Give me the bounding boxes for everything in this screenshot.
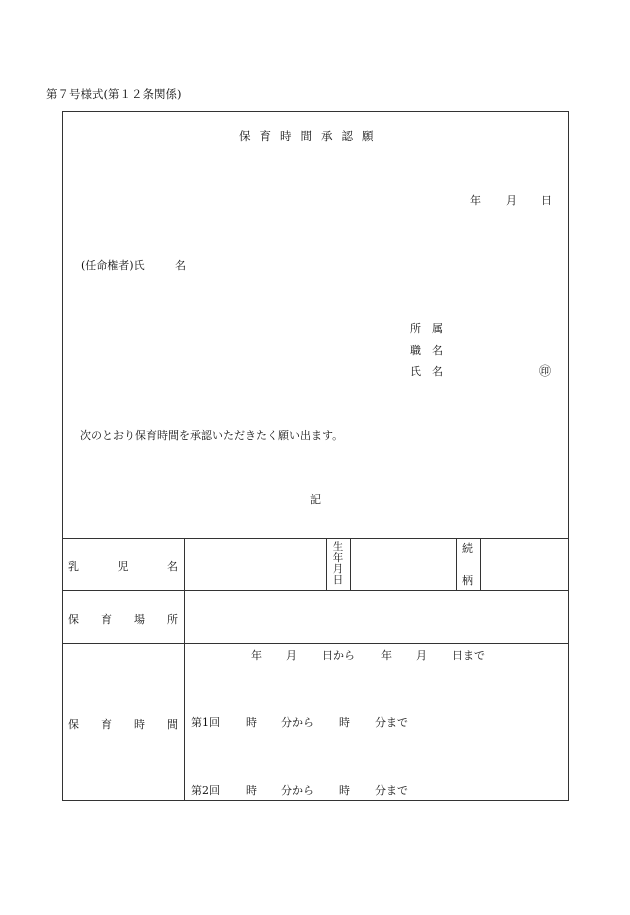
time-char-1: 保 [68,718,79,731]
period-day-from: 日から [322,649,355,662]
seal-mark: ㊞ [539,364,552,378]
place-char-4: 所 [167,613,178,626]
time-char-2: 育 [101,718,112,731]
session-2-minute-to: 分まで [375,784,408,797]
period-day-to: 日まで [452,649,485,662]
date-month: 月 [506,194,517,207]
place-label [68,611,178,627]
row2-bottom-line [62,643,569,644]
session-1-hour-to: 時 [339,716,350,729]
birth-label-right-line [350,538,351,590]
label-column-line [184,538,185,801]
time-char-3: 時 [134,718,145,731]
form-title: 保育時間承認願 [239,129,383,143]
session-2-minute-from: 分から [281,784,314,797]
session-2-label: 第2回 [191,784,220,797]
form-frame [62,111,569,801]
time-label [68,716,178,732]
addressee-prefix: (任命権者)氏 [81,259,145,272]
table-top-line [62,538,569,539]
birth-label-left-line [326,538,327,590]
time-char-4: 間 [167,718,178,731]
period-month-from: 月 [286,649,297,662]
birth-date-label: 生年月日 [332,541,344,586]
relation-label-right-line [480,538,481,590]
name-label: 氏 名 [410,365,443,378]
session-1-minute-to: 分まで [375,716,408,729]
row1-bottom-line [62,590,569,591]
infant-name-char-3: 名 [167,560,178,573]
period-year-to: 年 [381,649,392,662]
ki-mark: 記 [310,493,321,506]
session-1-label: 第1回 [191,716,220,729]
session-2-hour: 時 [246,784,257,797]
session-2-hour-to: 時 [339,784,350,797]
place-char-1: 保 [68,613,79,626]
date-day: 日 [541,194,552,207]
period-year-from: 年 [251,649,262,662]
date-year: 年 [470,194,481,207]
position-label: 職 名 [410,344,443,357]
addressee-suffix: 名 [175,259,186,272]
infant-name-char-1: 乳 [68,560,79,573]
relation-char-2: 柄 [462,574,473,587]
infant-name-char-2: 児 [117,560,129,573]
place-char-3: 場 [134,613,145,626]
session-1-hour: 時 [246,716,257,729]
affiliation-label: 所 属 [410,322,443,335]
relation-label-left-line [456,538,457,590]
infant-name-label [68,558,178,574]
place-char-2: 育 [101,613,112,626]
period-month-to: 月 [416,649,427,662]
form-reference: 第７号様式(第１２条関係) [46,87,182,101]
session-1-minute-from: 分から [281,716,314,729]
request-text: 次のとおり保育時間を承認いただきたく願い出ます。 [80,429,344,442]
relation-char-1: 続 [462,542,473,555]
